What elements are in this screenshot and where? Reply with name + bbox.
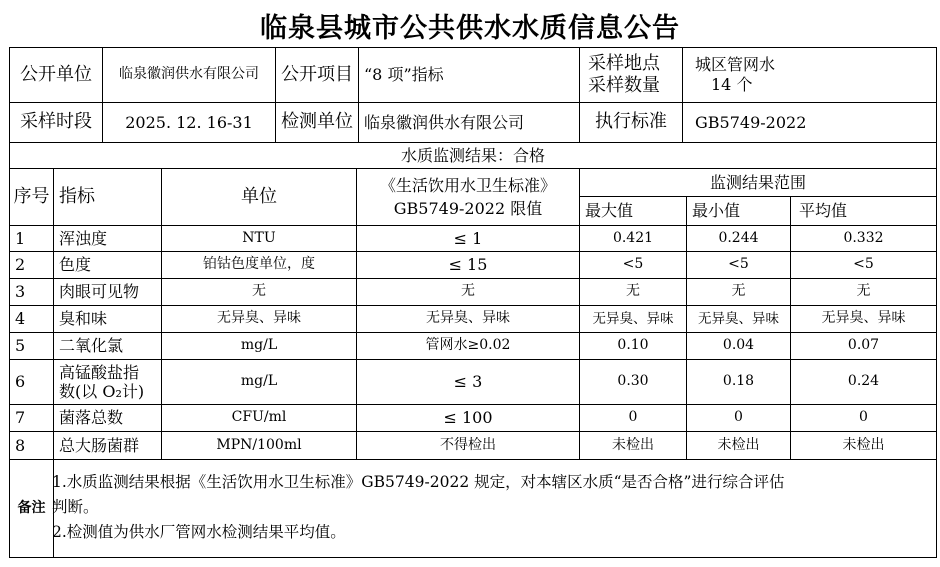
row-name-line2: 数(以 O₂计) (59, 382, 145, 401)
col-limit-line2: GB5749-2022 限值 (393, 199, 543, 218)
row-unit: NTU (161, 225, 357, 252)
row-min: 0 (686, 404, 791, 432)
col-indicator: 指标 (53, 168, 162, 226)
remark-line-1: 1.水质监测结果根据《生活饮用水卫生标准》GB5749-2022 规定，对本辖区水质“是否合格”进行综合评估 (52, 473, 785, 491)
row-name: 臭和味 (53, 305, 162, 333)
row-min: 无异臭、异味 (686, 305, 791, 333)
remark-line-3: 2.检测值为供水厂管网水检测结果平均值。 (52, 523, 346, 541)
row-name: 肉眼可见物 (53, 278, 162, 306)
row-unit: mg/L (161, 332, 357, 360)
row-max: 未检出 (579, 431, 687, 460)
row-avg: 未检出 (790, 431, 937, 460)
row-no: 1 (9, 225, 54, 252)
row-limit: 无异臭、异味 (356, 305, 580, 333)
row-min: 未检出 (686, 431, 791, 460)
row-limit: ≤ 100 (356, 404, 580, 432)
row-unit: mg/L (161, 359, 357, 405)
row-limit: 不得检出 (356, 431, 580, 460)
col-unit: 单位 (161, 168, 357, 226)
row-max: 0.10 (579, 332, 687, 360)
count-label: 采样数量 (588, 75, 660, 96)
remarks-text (52, 470, 937, 545)
col-min: 最小值 (686, 196, 791, 226)
remark-line-2: 判断。 (52, 498, 99, 516)
row-name: 色度 (53, 251, 162, 279)
row-limit: 管网水≥0.02 (356, 332, 580, 360)
row-max: 0.30 (579, 359, 687, 405)
row-limit: ≤ 3 (356, 359, 580, 405)
row-unit: 无 (161, 278, 357, 306)
row-name-line1: 高锰酸盐指 (59, 362, 140, 382)
col-max: 最大值 (579, 196, 687, 226)
row-max: 无 (579, 278, 687, 306)
row-avg: 0.07 (790, 332, 937, 360)
row-name: 浑浊度 (53, 225, 162, 252)
row-no: 8 (9, 431, 54, 460)
site-count-labels (579, 47, 683, 103)
col-limit (356, 168, 580, 226)
col-avg: 平均值 (790, 196, 937, 226)
row-limit: ≤ 1 (356, 225, 580, 252)
row-no: 7 (9, 404, 54, 432)
row-avg: 0.24 (790, 359, 937, 405)
row-avg: 0 (790, 404, 937, 432)
row-min: 无 (686, 278, 791, 306)
unit-label: 公开单位 (9, 47, 103, 103)
row-name: 二氧化氯 (53, 332, 162, 360)
row-max: 无异臭、异味 (579, 305, 687, 333)
site-count-values (682, 47, 937, 103)
row-name: 菌落总数 (53, 404, 162, 432)
result-text: 水质监测结果：合格 (9, 142, 937, 169)
row-avg: 无 (790, 278, 937, 306)
remarks-label: 备注 (9, 459, 54, 558)
row-avg: <5 (790, 251, 937, 279)
col-range: 监测结果范围 (579, 168, 937, 197)
row-limit: 无 (356, 278, 580, 306)
row-limit: ≤ 15 (356, 251, 580, 279)
row-unit: 铂钴色度单位，度 (161, 251, 357, 279)
row-unit: MPN/100ml (161, 431, 357, 460)
site-label: 采样地点 (588, 52, 660, 74)
page-title: 临泉县城市公共供水水质信息公告 (260, 13, 680, 44)
period-label: 采样时段 (9, 102, 103, 143)
lab-label: 检测单位 (275, 102, 359, 143)
col-limit-line1: 《生活饮用水卫生标准》 (379, 175, 556, 195)
row-no: 2 (9, 251, 54, 279)
row-min: 0.244 (686, 225, 791, 252)
row-no: 4 (9, 305, 54, 333)
row-max: 0 (579, 404, 687, 432)
row-no: 3 (9, 278, 54, 306)
row-min: <5 (686, 251, 791, 279)
item-label: 公开项目 (275, 47, 359, 103)
item-value: “8 项”指标 (358, 47, 580, 103)
count-value: 14 个 (711, 75, 753, 94)
row-avg: 无异臭、异味 (790, 305, 937, 333)
row-no: 6 (9, 359, 54, 405)
period-value: 2025. 12. 16-31 (102, 102, 276, 143)
std-value: GB5749-2022 (682, 102, 937, 143)
row-no: 5 (9, 332, 54, 360)
unit-value: 临泉徽润供水有限公司 (102, 47, 276, 103)
row-max: <5 (579, 251, 687, 279)
std-label: 执行标准 (579, 102, 683, 143)
row-name (53, 359, 162, 405)
lab-value: 临泉徽润供水有限公司 (358, 102, 580, 143)
row-max: 0.421 (579, 225, 687, 252)
row-name: 总大肠菌群 (53, 431, 162, 460)
row-avg: 0.332 (790, 225, 937, 252)
row-unit: CFU/ml (161, 404, 357, 432)
site-value: 城区管网水 (695, 55, 776, 74)
row-min: 0.04 (686, 332, 791, 360)
row-min: 0.18 (686, 359, 791, 405)
col-no: 序号 (9, 168, 54, 226)
row-unit: 无异臭、异味 (161, 305, 357, 333)
